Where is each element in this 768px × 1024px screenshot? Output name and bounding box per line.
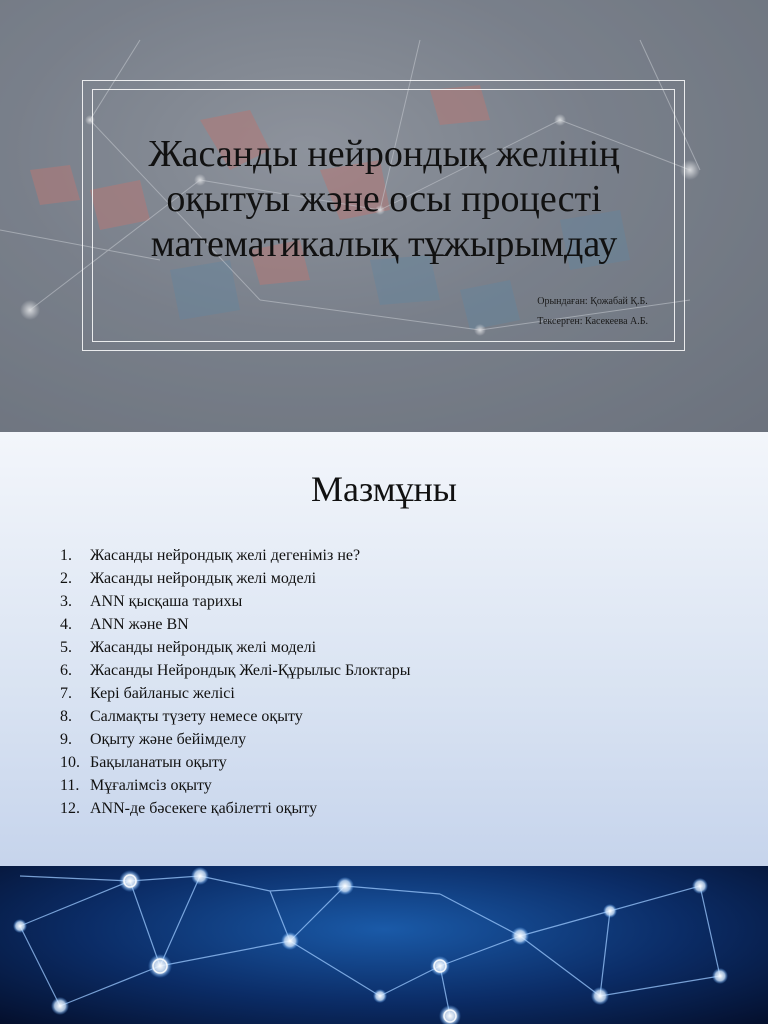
contents-list: [60, 544, 411, 820]
title-slide: [0, 0, 768, 432]
item-number: 6.: [60, 662, 72, 679]
item-label: Жасанды нейрондық желі моделі: [90, 639, 317, 656]
item-label: ANN қысқаша тарихы: [90, 593, 243, 610]
item-number: 3.: [60, 593, 72, 610]
item-label: Кері байланыс желісі: [90, 685, 235, 702]
item-label: Жасанды нейрондық желі дегеніміз не?: [90, 547, 361, 564]
list-item: [60, 567, 411, 590]
item-number: 10.: [60, 754, 80, 771]
item-number: 12.: [60, 800, 80, 817]
list-item: [60, 774, 411, 797]
item-label: Жасанды Нейрондық Желі-Құрылыс Блоктары: [90, 662, 411, 679]
contents-slide: [0, 432, 768, 866]
list-item: [60, 544, 411, 567]
network-band-image: [0, 866, 768, 1024]
item-number: 9.: [60, 731, 72, 748]
item-number: 7.: [60, 685, 72, 702]
item-number: 4.: [60, 616, 72, 633]
list-item: [60, 705, 411, 728]
item-number: 2.: [60, 570, 72, 587]
list-item: [60, 797, 411, 820]
list-item: [60, 751, 411, 774]
item-label: Бақыланатын оқыту: [90, 754, 227, 771]
list-item: [60, 728, 411, 751]
list-item: [60, 613, 411, 636]
neural-network-graphic: [0, 866, 768, 1024]
item-number: 5.: [60, 639, 72, 656]
item-label: Жасанды нейрондық желі моделі: [90, 570, 317, 587]
contents-title: Мазмұны: [311, 469, 457, 509]
item-number: 11.: [60, 777, 80, 794]
item-label: Салмақты түзету немесе оқыту: [90, 708, 303, 725]
list-item: [60, 659, 411, 682]
list-item: [60, 636, 411, 659]
credits: [537, 292, 648, 332]
item-number: 8.: [60, 708, 72, 725]
item-label: Мұғалімсіз оқыту: [90, 777, 212, 794]
title-line-3: математикалық тұжырымдау: [150, 223, 618, 265]
item-label: ANN және BN: [90, 616, 189, 633]
item-label: ANN-де бәсекеге қабілетті оқыту: [90, 800, 318, 817]
title-line-2: оқытуы және осы процесті: [166, 178, 602, 220]
slide-title: [100, 132, 668, 267]
item-label: Оқыту және бейімделу: [90, 731, 247, 748]
credit-author: Орындаған: Қожабай Қ.Б.: [537, 296, 648, 307]
credit-reviewer: Тексерген: Касекеева А.Б.: [537, 316, 648, 327]
title-line-1: Жасанды нейрондық желінің: [148, 133, 620, 175]
item-number: 1.: [60, 547, 72, 564]
list-item: [60, 682, 411, 705]
list-item: [60, 590, 411, 613]
